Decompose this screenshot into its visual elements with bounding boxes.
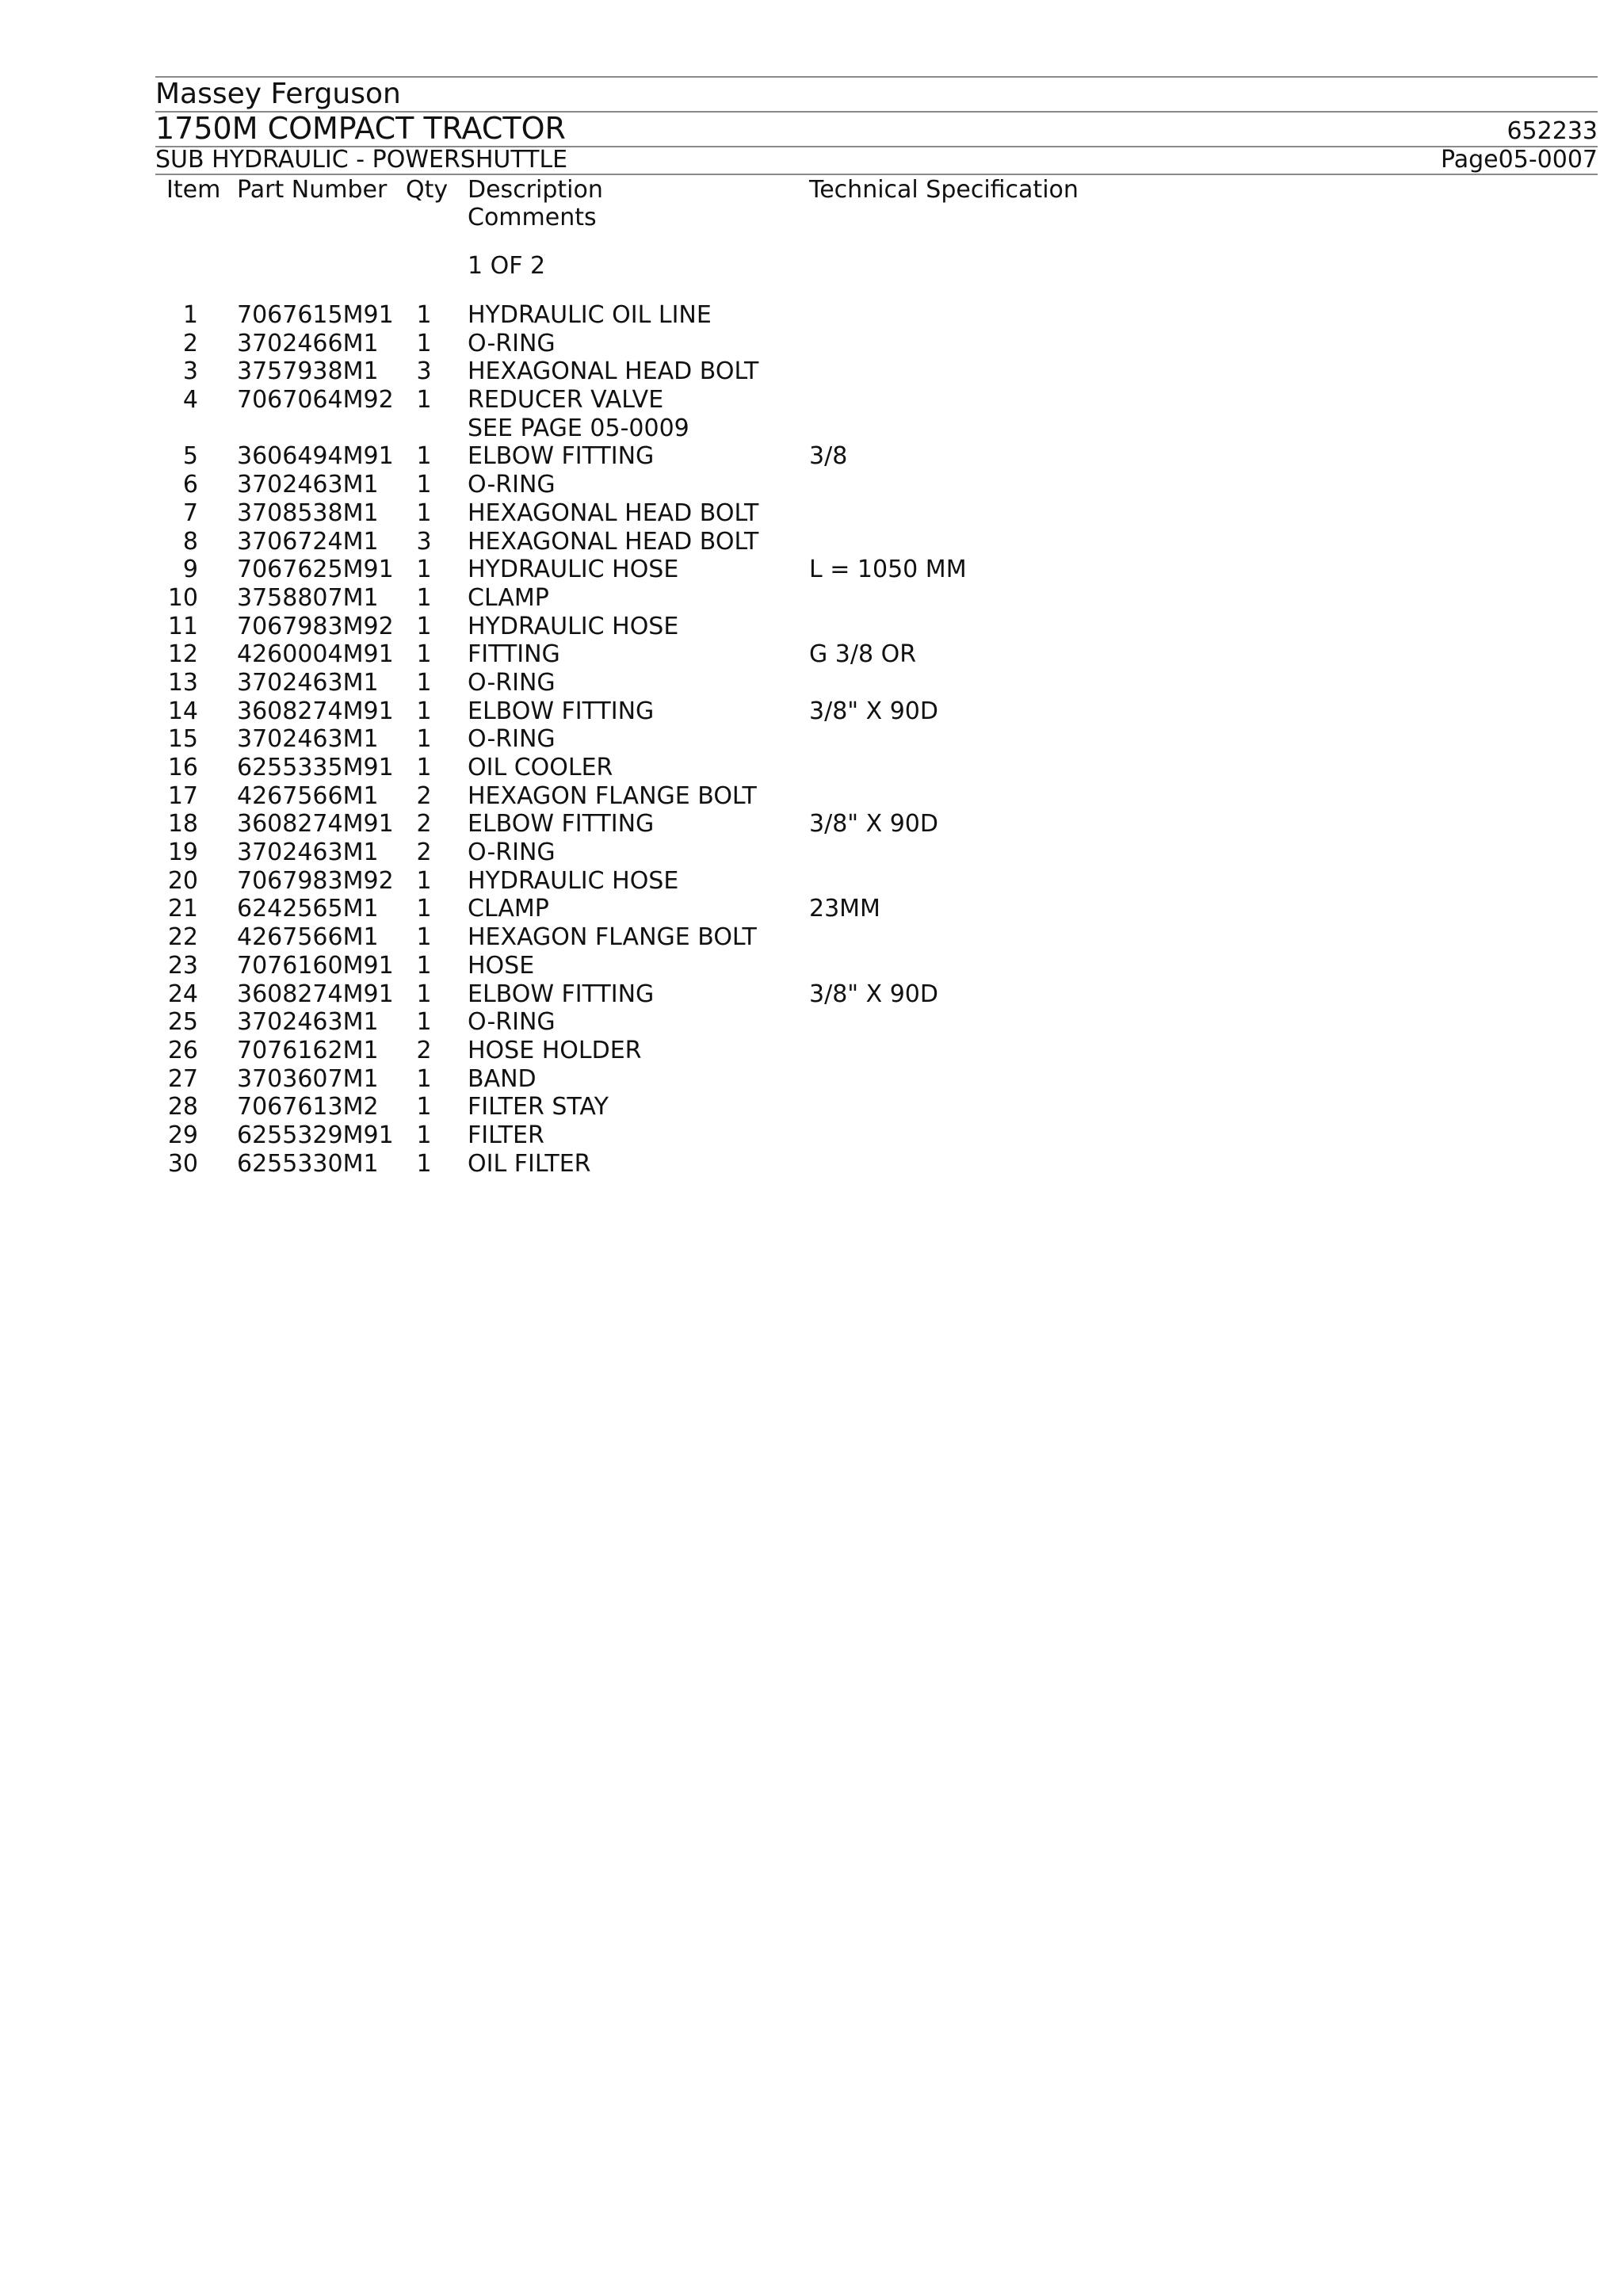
part-number: 3706724M1	[237, 527, 379, 556]
description: HEXAGON FLANGE BOLT	[468, 781, 757, 810]
table-row	[0, 499, 1623, 528]
description: O-RING	[468, 668, 556, 697]
description: HYDRAULIC HOSE	[468, 866, 679, 895]
part-number: 6255330M1	[237, 1149, 379, 1178]
table-row	[0, 613, 1623, 641]
quantity: 1	[416, 866, 432, 895]
item-number: 24	[167, 980, 198, 1008]
part-number: 6255329M91	[237, 1121, 394, 1149]
description: HEXAGONAL HEAD BOLT	[468, 357, 759, 386]
tech-spec: G 3/8 OR	[809, 640, 917, 669]
item-number: 26	[167, 1036, 198, 1064]
table-row	[0, 1008, 1623, 1037]
table-row	[0, 725, 1623, 754]
description: FITTING	[468, 640, 560, 669]
quantity: 1	[416, 329, 432, 357]
section-rule	[155, 174, 1598, 175]
description: BAND	[468, 1064, 537, 1093]
table-row	[0, 556, 1623, 584]
quantity: 1	[416, 1008, 432, 1037]
table-row	[0, 330, 1623, 358]
item-number: 30	[167, 1149, 198, 1178]
col-tech-spec: Technical Specification	[809, 176, 1079, 204]
table-row	[0, 923, 1623, 952]
description: SEE PAGE 05-0009	[468, 414, 689, 442]
item-number: 9	[182, 556, 198, 584]
item-number: 19	[167, 839, 198, 867]
part-number: 7076162M1	[237, 1036, 379, 1064]
item-number: 5	[182, 442, 198, 471]
table-row	[0, 952, 1623, 980]
item-number: 10	[167, 583, 198, 612]
quantity: 2	[416, 839, 432, 867]
description: OIL FILTER	[468, 1149, 591, 1178]
part-number: 3702463M1	[237, 839, 379, 867]
quantity: 1	[416, 951, 432, 980]
item-number: 2	[182, 329, 198, 357]
section-title: SUB HYDRAULIC - POWERSHUTTLE	[155, 146, 568, 174]
table-row	[0, 895, 1623, 923]
quantity: 1	[416, 725, 432, 754]
tech-spec: 3/8	[809, 442, 848, 471]
part-number: 7067983M92	[237, 866, 394, 895]
part-number: 7067983M92	[237, 612, 394, 640]
table-row	[0, 640, 1623, 669]
part-number: 3606494M91	[237, 442, 394, 471]
quantity: 1	[416, 583, 432, 612]
description: FILTER STAY	[468, 1093, 609, 1121]
quantity: 1	[416, 1093, 432, 1121]
quantity: 1	[416, 980, 432, 1008]
col-comments: Comments	[468, 204, 597, 231]
col-part-number: Part Number	[237, 176, 388, 204]
description: HYDRAULIC HOSE	[468, 612, 679, 640]
item-number: 27	[167, 1064, 198, 1093]
part-number: 3702463M1	[237, 725, 379, 754]
description: O-RING	[468, 725, 556, 754]
page-label: Page05-0007	[1441, 146, 1598, 174]
item-number: 23	[167, 951, 198, 980]
item-number: 25	[167, 1008, 198, 1037]
item-number: 14	[167, 697, 198, 725]
part-number: 4267566M1	[237, 781, 379, 810]
quantity: 2	[416, 781, 432, 810]
table-row	[0, 584, 1623, 613]
description: HOSE HOLDER	[468, 1036, 642, 1064]
col-qty: Qty	[406, 176, 449, 204]
table-row	[0, 528, 1623, 556]
quantity: 2	[416, 810, 432, 839]
description: O-RING	[468, 839, 556, 867]
quantity: 3	[416, 527, 432, 556]
description: CLAMP	[468, 583, 549, 612]
item-number: 20	[167, 866, 198, 895]
quantity: 1	[416, 1064, 432, 1093]
quantity: 1	[416, 640, 432, 669]
table-row	[0, 357, 1623, 386]
table-row	[0, 754, 1623, 782]
description: HEXAGONAL HEAD BOLT	[468, 499, 759, 527]
description: OIL COOLER	[468, 754, 613, 781]
table-row	[0, 810, 1623, 839]
part-number: 3708538M1	[237, 499, 379, 527]
table-row	[0, 782, 1623, 811]
part-number: 3702463M1	[237, 471, 379, 499]
table-row	[0, 980, 1623, 1009]
item-number: 28	[167, 1093, 198, 1121]
quantity: 1	[416, 471, 432, 499]
table-row	[0, 1065, 1623, 1094]
description: REDUCER VALVE	[468, 386, 664, 415]
item-number: 8	[182, 527, 198, 556]
description: HEXAGON FLANGE BOLT	[468, 923, 757, 952]
col-item: Item	[166, 176, 221, 204]
table-row	[0, 1037, 1623, 1065]
item-number: 29	[167, 1121, 198, 1149]
tech-spec: 3/8" X 90D	[809, 980, 938, 1008]
part-number: 3702463M1	[237, 668, 379, 697]
part-number: 3608274M91	[237, 980, 394, 1008]
description: O-RING	[468, 329, 556, 357]
quantity: 1	[416, 1149, 432, 1178]
part-number: 4267566M1	[237, 923, 379, 952]
description: FILTER	[468, 1121, 544, 1149]
description: CLAMP	[468, 895, 549, 923]
item-number: 3	[182, 357, 198, 386]
item-number: 7	[182, 499, 198, 527]
quantity: 1	[416, 754, 432, 781]
quantity: 1	[416, 386, 432, 415]
description: ELBOW FITTING	[468, 697, 655, 725]
item-number: 4	[182, 386, 198, 415]
part-number: 3757938M1	[237, 357, 379, 386]
tech-spec: 3/8" X 90D	[809, 810, 938, 839]
item-number: 11	[167, 612, 198, 640]
table-row	[0, 669, 1623, 697]
table-row	[0, 301, 1623, 330]
description: HOSE	[468, 951, 535, 980]
part-number: 7067613M2	[237, 1093, 379, 1121]
description: HEXAGONAL HEAD BOLT	[468, 527, 759, 556]
description: O-RING	[468, 471, 556, 499]
brand-name: Massey Ferguson	[155, 78, 401, 110]
part-number: 3702463M1	[237, 1008, 379, 1037]
description: HYDRAULIC HOSE	[468, 556, 679, 584]
item-number: 18	[167, 810, 198, 839]
part-number: 6242565M1	[237, 895, 379, 923]
part-number: 3608274M91	[237, 697, 394, 725]
table-row	[0, 867, 1623, 896]
item-number: 22	[167, 923, 198, 952]
tech-spec: 23MM	[809, 895, 880, 923]
col-description: Description	[468, 176, 603, 204]
part-number: 6255335M91	[237, 754, 394, 781]
quantity: 1	[416, 697, 432, 725]
item-number: 17	[167, 781, 198, 810]
quantity: 1	[416, 442, 432, 471]
table-row	[0, 697, 1623, 726]
quantity: 2	[416, 1036, 432, 1064]
table-row	[0, 386, 1623, 415]
quantity: 3	[416, 357, 432, 386]
description: HYDRAULIC OIL LINE	[468, 301, 712, 329]
item-number: 15	[167, 725, 198, 754]
description: O-RING	[468, 1008, 556, 1037]
quantity: 1	[416, 499, 432, 527]
quantity: 1	[416, 612, 432, 640]
description: ELBOW FITTING	[468, 980, 655, 1008]
table-row	[0, 839, 1623, 867]
part-number: 7067615M91	[237, 301, 394, 329]
table-row	[0, 471, 1623, 499]
part-number: 3608274M91	[237, 810, 394, 839]
quantity: 1	[416, 923, 432, 952]
part-number: 3758807M1	[237, 583, 379, 612]
quantity: 1	[416, 895, 432, 923]
tech-spec: 3/8" X 90D	[809, 697, 938, 725]
table-row	[0, 415, 1623, 443]
quantity: 1	[416, 301, 432, 329]
item-number: 16	[167, 754, 198, 781]
sheet-note: 1 OF 2	[468, 252, 546, 280]
part-number: 3703607M1	[237, 1064, 379, 1093]
part-number: 4260004M91	[237, 640, 394, 669]
table-row	[0, 1093, 1623, 1121]
item-number: 1	[182, 301, 198, 329]
model-row	[155, 111, 1598, 146]
parts-list	[0, 301, 1623, 1178]
item-number: 13	[167, 668, 198, 697]
model-title: 1750M COMPACT TRACTOR	[155, 111, 566, 146]
column-headers	[0, 176, 1623, 239]
quantity: 1	[416, 556, 432, 584]
doc-number: 652233	[1507, 117, 1598, 145]
tech-spec: L = 1050 MM	[809, 556, 967, 584]
item-number: 6	[182, 471, 198, 499]
part-number: 7067064M92	[237, 386, 394, 415]
table-row	[0, 1150, 1623, 1179]
item-number: 21	[167, 895, 198, 923]
item-number: 12	[167, 640, 198, 669]
quantity: 1	[416, 1121, 432, 1149]
quantity: 1	[416, 668, 432, 697]
part-number: 3702466M1	[237, 329, 379, 357]
section-row	[155, 146, 1598, 174]
table-row	[0, 1121, 1623, 1150]
part-number: 7067625M91	[237, 556, 394, 584]
description: ELBOW FITTING	[468, 442, 655, 471]
table-row	[0, 442, 1623, 471]
part-number: 7076160M91	[237, 951, 394, 980]
description: ELBOW FITTING	[468, 810, 655, 839]
